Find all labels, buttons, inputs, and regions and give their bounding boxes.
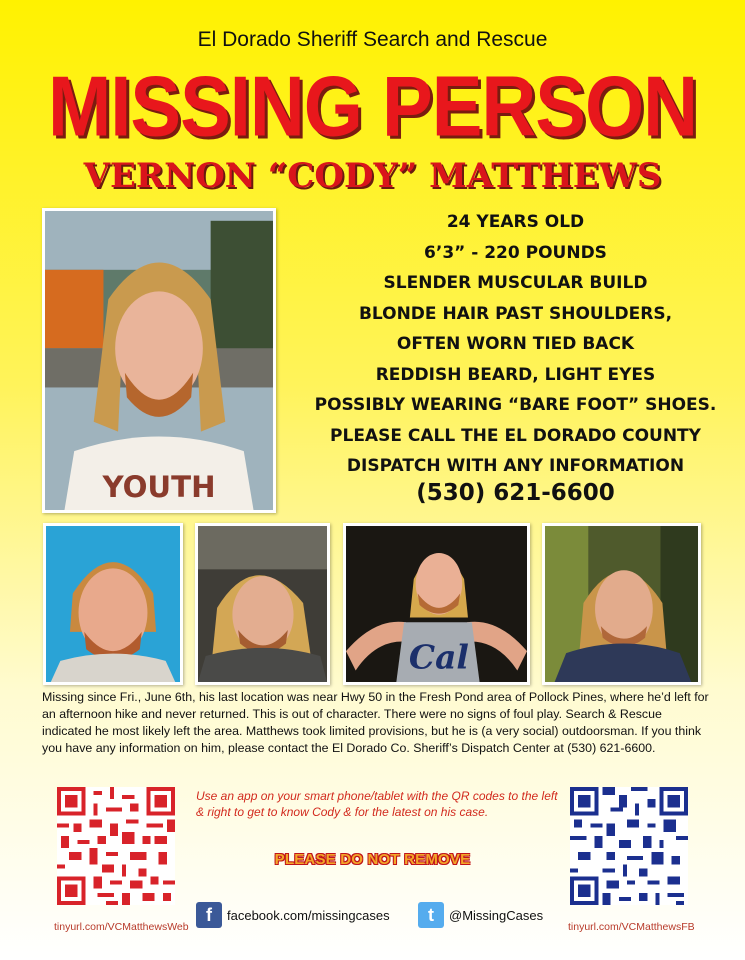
photo-id bbox=[43, 523, 183, 685]
shirt-text-youth: YOUTH bbox=[102, 470, 216, 505]
person-details bbox=[288, 207, 743, 482]
twitter-label: @MissingCases bbox=[449, 907, 544, 923]
organization-line: El Dorado Sheriff Search and Rescue bbox=[197, 28, 548, 51]
qr-code-right[interactable] bbox=[570, 787, 688, 905]
detail-hair-tied: OFTEN WORN TIED BACK bbox=[396, 334, 635, 354]
detail-height-weight: 6’3” - 220 POUNDS bbox=[424, 242, 607, 263]
person-name: VERNON “CODY” MATTHEWS bbox=[83, 156, 662, 196]
detail-age: 24 YEARS OLD bbox=[446, 212, 585, 232]
qr-code-left[interactable] bbox=[57, 787, 175, 905]
facebook-icon: f bbox=[196, 902, 222, 928]
facebook-label: facebook.com/missingcases bbox=[227, 907, 390, 923]
detail-call-instruction: PLEASE CALL THE EL DORADO COUNTY bbox=[330, 425, 701, 446]
photo-outdoors bbox=[542, 523, 701, 685]
main-photo bbox=[42, 208, 276, 513]
case-description: Missing since Fri., June 6th, his last location was near Hwy 50 in the Fresh Pond area of Pollock Pines, where he’d left for an afternoon hike and never returned. This is out of character. There were no signs of foul play. Search & Rescue indicated he most likely left the area. Matthews took limited provisions, but he is (a very social) outdoorsman. If you think you have any information on him, please contact the El Dorado Co. Sheriff’s Dispatch Center at (530) 621-6600. bbox=[42, 690, 709, 755]
shirt-text-cal: Cal bbox=[408, 637, 469, 677]
detail-hair: BLONDE HAIR PAST SHOULDERS, bbox=[358, 303, 673, 324]
detail-shoes: POSSIBLY WEARING “BARE FOOT” SHOES. bbox=[314, 395, 717, 415]
page-title: MISSING PERSON bbox=[48, 59, 697, 155]
dispatch-phone: (530) 621-6600 bbox=[416, 480, 615, 506]
url-left[interactable]: tinyurl.com/VCMatthewsWeb bbox=[54, 921, 189, 933]
detail-build: SLENDER MUSCULAR BUILD bbox=[383, 273, 648, 293]
photo-cal-shirt bbox=[343, 523, 530, 685]
photo-smiling bbox=[195, 523, 330, 685]
twitter-link[interactable] bbox=[418, 902, 543, 928]
twitter-icon: t bbox=[418, 902, 444, 928]
qr-instructions: Use an app on your smart phone/tablet with the QR codes to the left & right to get to know Cody & for the latest on his case. bbox=[196, 789, 558, 819]
detail-dispatch: DISPATCH WITH ANY INFORMATION bbox=[346, 456, 685, 476]
url-right[interactable]: tinyurl.com/VCMatthewsFB bbox=[568, 921, 695, 933]
do-not-remove-notice: PLEASE DO NOT REMOVE bbox=[274, 851, 471, 868]
detail-beard-eyes: REDDISH BEARD, LIGHT EYES bbox=[375, 364, 656, 385]
facebook-link[interactable] bbox=[196, 902, 390, 928]
